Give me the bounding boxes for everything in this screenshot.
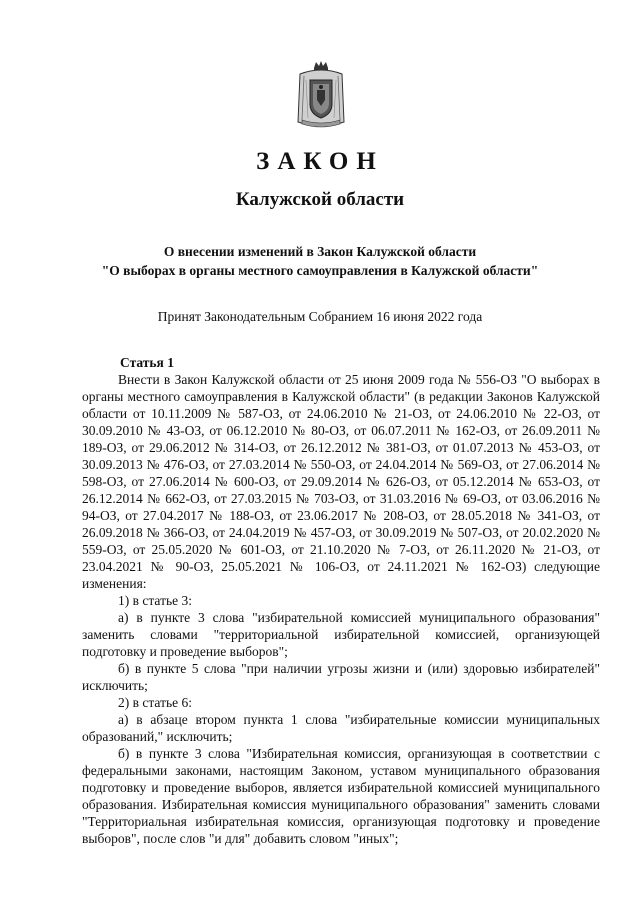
article-paragraph: а) в абзаце втором пункта 1 слова "избирательные комиссии муниципальных образований," исключить; (82, 712, 600, 744)
law-title: ЗАКОН (256, 148, 384, 175)
article-paragraph: б) в пункте 3 слова "Избирательная комиссия, организующая в соответствии с федеральными законами, настоящим Законом, уставом муниципального образования подготовку и проведение выборов, является избирательной комиссией муниципального образования. Избирательная комиссия муниципального образования" заменить словами "Территориальная избирательная комиссия, организующая подготовку и проведение выборов", после слов "и для" добавить словом "иных"; (82, 746, 600, 846)
law-subject (60, 242, 580, 280)
article-paragraph: Внести в Закон Калужской области от 25 июня 2009 года № 556-ОЗ "О выборах в органы местного самоуправления в Калужской области" (в редакции Законов Калужской области от 10.11.2009 № 587-ОЗ, от 24.06.2010 № 21-ОЗ, от 24.06.2010 № 22-ОЗ, от 30.09.2010 № 43-ОЗ, от 06.12.2010 № 80-ОЗ, от 06.07.2011 № 162-ОЗ, от 26.09.2011 № 189-ОЗ, от 29.06.2012 № 314-ОЗ, от 26.12.2012 № 381-ОЗ, от 01.07.2013 № 453-ОЗ, от 30.09.2013 № 476-ОЗ, от 27.03.2014 № 550-ОЗ, от 24.04.2014 № 569-ОЗ, от 27.06.2014 № 598-ОЗ, от 27.06.2014 № 600-ОЗ, от 29.09.2014 № 626-ОЗ, от 05.12.2014 № 653-ОЗ, от 26.12.2014 № 662-ОЗ, от 27.03.2015 № 703-ОЗ, от 31.03.2016 № 69-ОЗ, от 03.06.2016 № 94-ОЗ, от 27.04.2017 № 188-ОЗ, от 23.06.2017 № 208-ОЗ, от 28.05.2018 № 341-ОЗ, от 26.09.2018 № 366-ОЗ, от 24.04.2019 № 457-ОЗ, от 30.09.2019 № 507-ОЗ, от 20.02.2020 № 559-ОЗ, от 25.05.2020 № 601-ОЗ, от 21.10.2020 № 7-ОЗ, от 26.11.2020 № 21-ОЗ, от 23.04.2021 № 90-ОЗ, 25.05.2021 № 106-ОЗ, от 24.11.2021 № 162-ОЗ) следующие изменения: (82, 372, 600, 591)
coat-of-arms-icon (294, 60, 348, 130)
subject-line-1: О внесении изменений в Закон Калужской области (163, 244, 477, 259)
article-paragraph: 2) в статье 6: (118, 695, 192, 710)
region-name: Калужской области (235, 189, 405, 210)
article-paragraph: б) в пункте 5 слова "при наличии угрозы жизни и (или) здоровью избирателей" исключить; (82, 661, 600, 693)
article-body (82, 371, 600, 847)
subject-line-2: "О выборах в органы местного самоуправления в Калужской области" (101, 263, 539, 278)
article-heading: Статья 1 (120, 355, 174, 370)
article-paragraph: а) в пункте 3 слова "избирательной комиссией муниципального образования" заменить словами "территориальной избирательной комиссией, организующей подготовку и проведение выборов"; (82, 610, 600, 659)
adoption-date: Принят Законодательным Собранием 16 июня 2022 года (157, 309, 483, 324)
article-paragraph: 1) в статье 3: (118, 593, 192, 608)
